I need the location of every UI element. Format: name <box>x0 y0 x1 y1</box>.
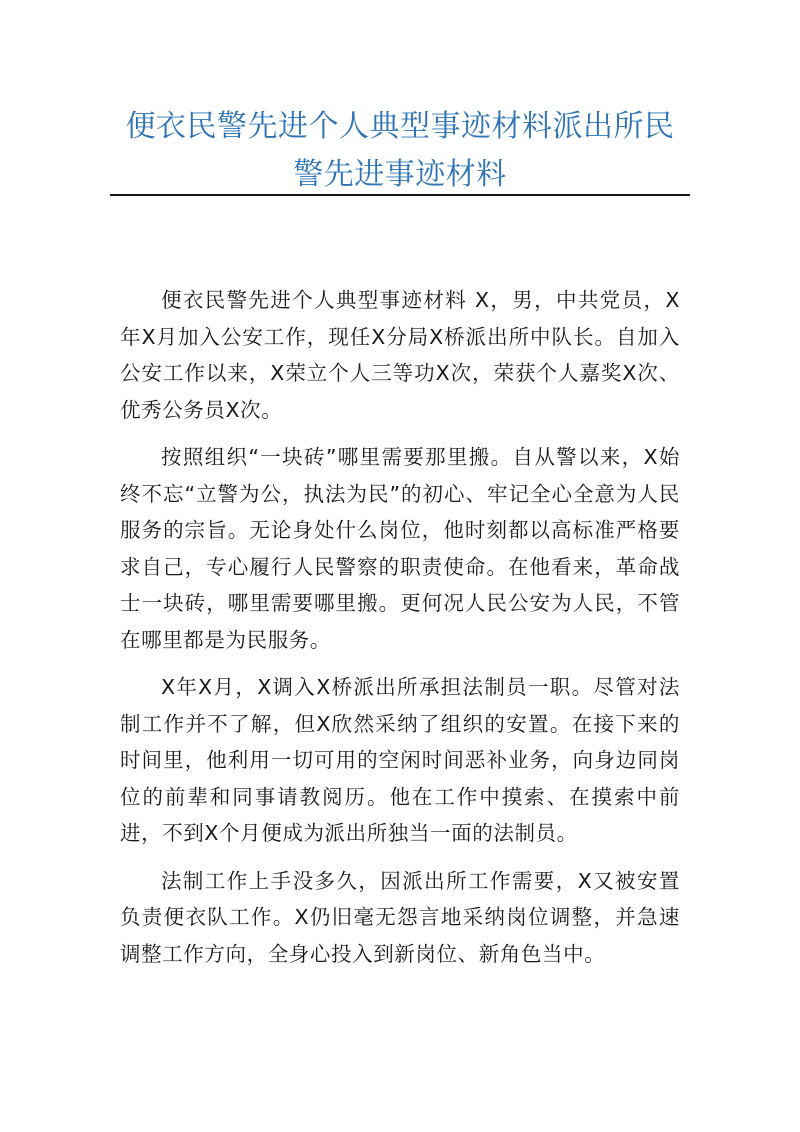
body-paragraph-3: X年X月，X调入X桥派出所承担法制员一职。尽管对法制工作并不了解，但X欣然采纳了组织的安置。在接下来的时间里，他利用一切可用的空闲时间恶补业务，向身边同岗位的前辈和同事请教阅历。他在工作中摸索、在摸索中前进，不到X个月便成为派出所独当一面的法制员。 <box>120 675 680 845</box>
document-body <box>120 282 680 983</box>
body-paragraph-2: 按照组织“一块砖”哪里需要那里搬。自从警以来，X始终不忘“立警为公，执法为民”的初心、牢记全心全意为人民服务的宗旨。无论身处什么岗位，他时刻都以高标准严格要求自己，专心履行人民警察的职责使命。在他看来，革命战士一块砖，哪里需要哪里搬。更何况人民公安为人民，不管在哪里都是为民服务。 <box>120 445 680 652</box>
body-paragraph-4: 法制工作上手没多久，因派出所工作需要，X又被安置负责便衣队工作。X仍旧毫无怨言地采纳岗位调整，并急速调整工作方向，全身心投入到新岗位、新角色当中。 <box>120 868 680 966</box>
body-paragraph-1: 便衣民警先进个人典型事迹材料 X，男，中共党员，X年X月加入公安工作，现任X分局X桥派出所中队长。自加入公安工作以来，X荣立个人三等功X次，荣获个人嘉奖X次、优秀公务员X次。 <box>120 288 680 422</box>
title-underline-rule <box>110 194 690 196</box>
document-title-block <box>110 103 690 199</box>
document-title-line-2: 警先进事迹材料 <box>293 157 507 192</box>
document-title-line-1: 便衣民警先进个人典型事迹材料派出所民 <box>125 109 675 144</box>
document-title <box>110 103 690 199</box>
